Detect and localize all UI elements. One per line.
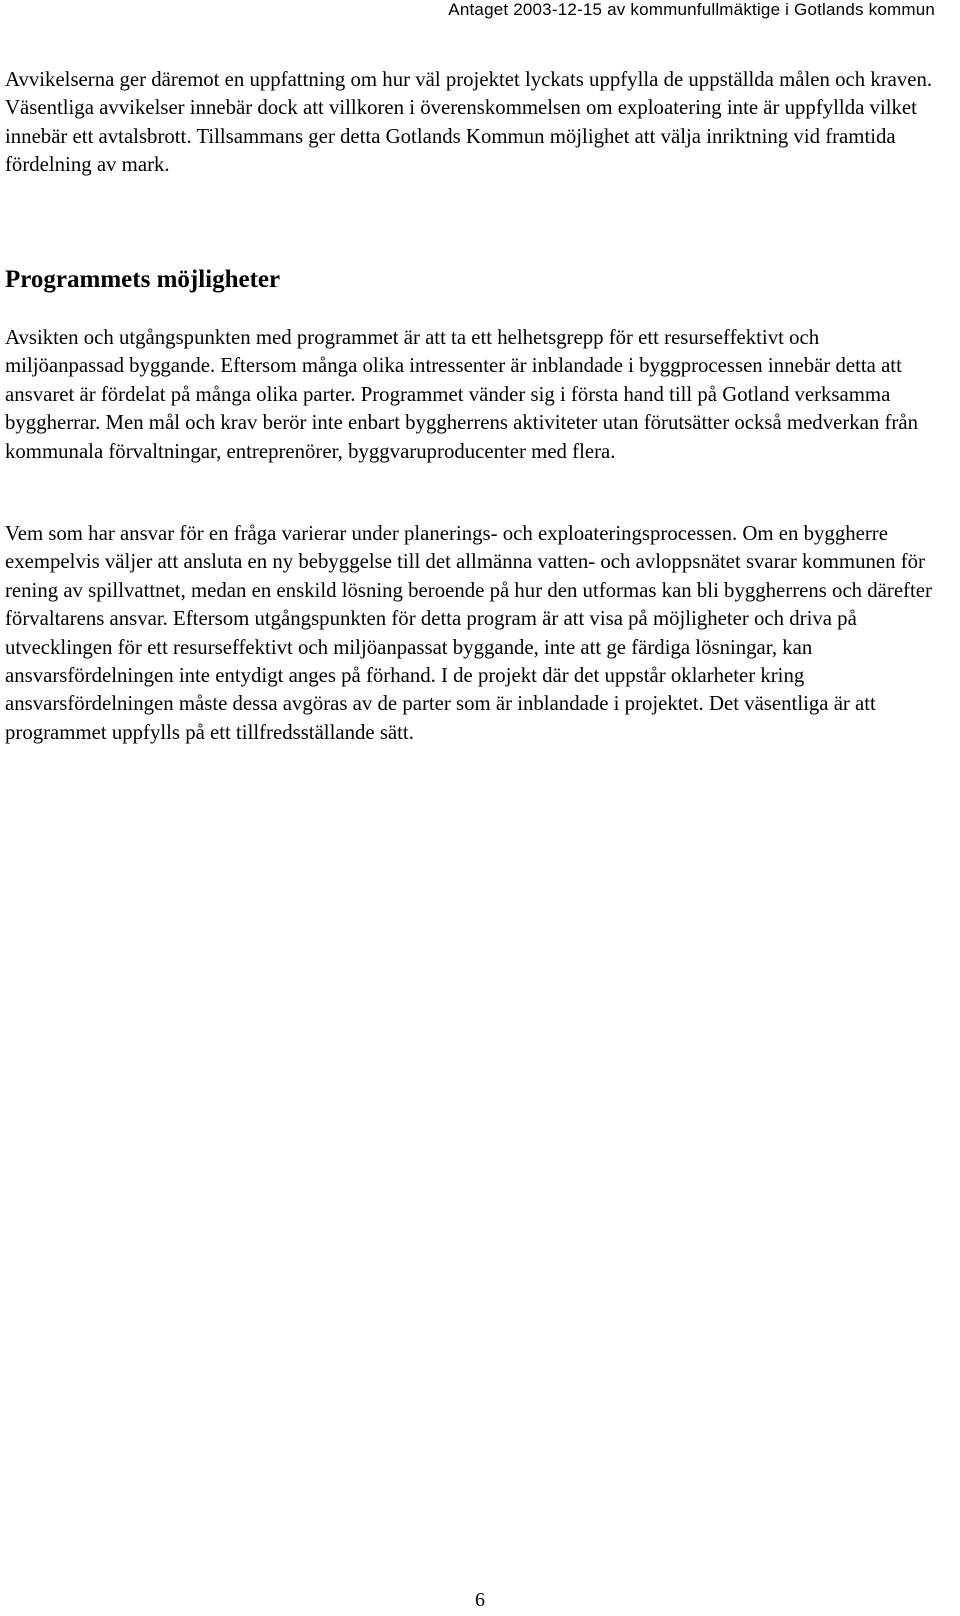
running-header: Antaget 2003-12-15 av kommunfullmäktige i Gotlands kommun	[448, 0, 935, 19]
page-number: 6	[475, 1589, 485, 1611]
body-paragraph-3: Vem som har ansvar för en fråga varierar under planerings- och exploateringsprocessen. Om en byggherre exempelvis väljer att ansluta en ny bebyggelse till det allmänna vatten- och avloppsnätet svarar kommunen för rening av spillvattnet, medan en enskild lösning beroende på hur den utformas kan bli byggherrens och därefter förvaltarens ansvar. Eftersom utgångspunkten för detta program är att visa på möjligheter och driva på utvecklingen för ett resurseffektivt och miljöanpassat byggande, inte att ge färdiga lösningar, kan ansvarsfördelningen inte entydigt anges på förhand. I de projekt där det uppstår oklarheter kring ansvarsfördelningen måste dessa avgöras av de parter som är inblandade i projektet. Det väsentliga är att programmet uppfylls på ett tillfredsställande sätt.	[5, 522, 932, 744]
section-heading: Programmets möjligheter	[5, 266, 281, 293]
body-paragraph-2: Avsikten och utgångspunkten med programmet är att ta ett helhetsgrepp för ett resurseffektivt och miljöanpassad byggande. Eftersom många olika intressenter är inblandade i byggprocessen innebär detta att ansvaret är fördelat på många olika parter. Programmet vänder sig i första hand till på Gotland verksamma byggherrar. Men mål och krav berör inte enbart byggherrens aktiviteter utan förutsätter också medverkan från kommunala förvaltningar, entreprenörer, byggvaruproducenter med flera.	[5, 326, 918, 463]
body-paragraph-1: Avvikelserna ger däremot en uppfattning om hur väl projektet lyckats uppfylla de uppställda målen och kraven. Väsentliga avvikelser innebär dock att villkoren i överenskommelsen om exploatering inte är uppfyllda vilket innebär ett avtalsbrott. Tillsammans ger detta Gotlands Kommun möjlighet att välja inriktning vid framtida fördelning av mark.	[5, 68, 933, 177]
